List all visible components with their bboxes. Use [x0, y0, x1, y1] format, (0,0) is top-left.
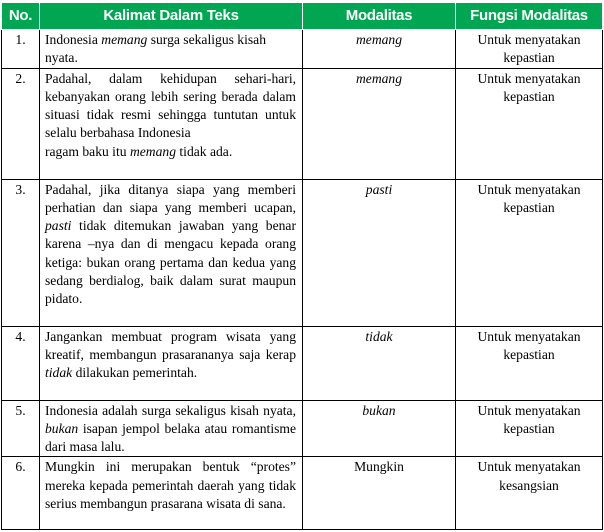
- row-sentence: [40, 179, 303, 326]
- row-modalitas: [303, 68, 456, 179]
- modalitas-word: pasti: [365, 181, 393, 197]
- row-fungsi: Untuk menyatakan kepastian: [456, 30, 603, 69]
- sentence-line: [45, 143, 296, 161]
- sentence-text: Padahal, jika ditanya siapa yang memberi perhatian dan siapa yang memberi ucapan,: [45, 181, 296, 215]
- row-sentence: [40, 68, 303, 179]
- row-modalitas: [303, 179, 456, 326]
- modalitas-table: [1, 2, 603, 530]
- sentence-modal-word: memang: [129, 143, 176, 159]
- row-number: 1.: [2, 30, 40, 69]
- table-row: [2, 400, 603, 457]
- sentence-modal-word: bukan: [45, 420, 79, 436]
- header-modalitas: Modalitas: [303, 3, 456, 30]
- table-row: [2, 457, 603, 530]
- header-no: No.: [2, 3, 40, 30]
- modalitas-word: memang: [355, 70, 403, 86]
- sentence-text: dilakukan pemerintah.: [72, 365, 198, 381]
- modalitas-word: tidak: [365, 328, 393, 344]
- sentence-text: Indonesia: [45, 32, 102, 47]
- table-row: [2, 68, 603, 179]
- header-fungsi: Fungsi Modalitas: [456, 3, 603, 30]
- row-number: 2.: [2, 68, 40, 179]
- sentence-modal-word: tidak: [45, 365, 73, 381]
- row-modalitas: Mungkin: [303, 457, 456, 530]
- row-number: 3.: [2, 179, 40, 326]
- header-kalimat: Kalimat Dalam Teks: [40, 3, 303, 30]
- table-header-row: [2, 3, 603, 30]
- row-fungsi: Untuk menyatakan kesangsian: [456, 457, 603, 530]
- sentence-text: surga sekaligus kisah nyata.: [45, 32, 266, 66]
- row-fungsi: Untuk menyatakan kepastian: [456, 68, 603, 179]
- sentence-text: Indonesia adalah surga sekaligus kisah nyata,: [45, 402, 296, 418]
- row-modalitas: [303, 400, 456, 457]
- sentence-text: Padahal, dalam kehidupan sehari-hari, kebanyakan orang lebih sering berada dalam situasi tidak resmi sehingga tuntutan untuk selalu berbahasa Indonesia: [45, 70, 296, 141]
- row-sentence: Mungkin ini merupakan bentuk “protes” mereka kepada pemerintah daerah yang tidak serius membangun prasarana wisata di sana.: [40, 457, 303, 530]
- sentence-text: tidak ditemukan jawaban yang benar karena –nya dan di mengacu kepada orang ketiga: bukan orang pertama dan kedua yang sedang berdialog, baik dalam surat maupun pidato.: [45, 218, 296, 307]
- row-fungsi: Untuk menyatakan kepastian: [456, 179, 603, 326]
- modalitas-word: bukan: [362, 402, 396, 418]
- sentence-text: isapan jempol belaka atau romantisme dari masa lalu.: [45, 420, 296, 455]
- table-row: [2, 30, 603, 69]
- row-fungsi: Untuk menyatakan kepastian: [456, 400, 603, 457]
- modalitas-word: memang: [355, 32, 403, 47]
- row-number: 6.: [2, 457, 40, 530]
- sentence-text: Jangankan membuat program wisata yang kreatif, membangun prasarananya saja kerap: [45, 328, 296, 362]
- row-number: 5.: [2, 400, 40, 457]
- row-modalitas: [303, 30, 456, 69]
- row-sentence: [40, 30, 303, 69]
- row-sentence: [40, 400, 303, 457]
- row-number: 4.: [2, 326, 40, 400]
- table-row: [2, 179, 603, 326]
- table-row: [2, 326, 603, 400]
- row-sentence: [40, 326, 303, 400]
- row-modalitas: [303, 326, 456, 400]
- row-fungsi: Untuk menyatakan kepastian: [456, 326, 603, 400]
- sentence-modal-word: memang: [101, 32, 148, 47]
- sentence-text: ragam baku itu: [45, 143, 130, 159]
- sentence-modal-word: pasti: [45, 218, 72, 234]
- sentence-text: tidak ada.: [176, 143, 233, 159]
